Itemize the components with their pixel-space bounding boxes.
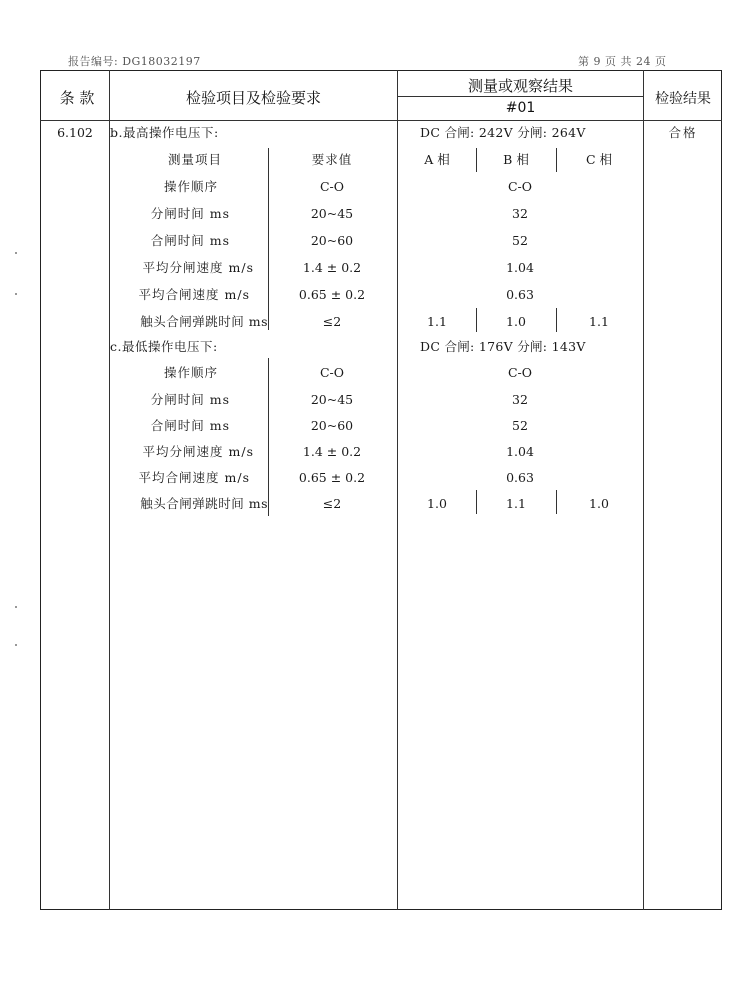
row-c-close-time-result: 52 [512,418,528,433]
row-b-bounce-item: 触头合闸弹跳时间 ms [140,314,268,329]
row-c-open-time-item: 分闸时间 ms [150,392,230,407]
header-bottom-line [40,120,722,121]
row-b-close-time-req: 20~60 [310,233,354,248]
scan-dot [15,252,17,254]
column-divider [643,70,644,910]
column-divider [397,70,398,910]
row-c-close-time-req: 20~60 [310,418,354,433]
scan-dot [15,293,17,295]
clause-number: 6.102 [57,125,93,140]
col-header-phase-a: A 相 [424,152,450,167]
header-clause: 条 款 [59,89,95,107]
section-c-voltage: DC 合闸: 176V 分闸: 143V [420,339,586,354]
row-c-sequence-item: 操作顺序 [163,365,218,380]
col-header-requirement: 要求值 [311,152,353,167]
row-b-bounce-req: ≤2 [322,314,342,329]
row-b-sequence-result: C-O [507,179,533,194]
row-b-sequence-item: 操作顺序 [163,179,218,194]
row-b-open-speed-req: 1.4 ± 0.2 [302,260,362,275]
row-c-bounce-phase-a: 1.0 [427,496,447,511]
row-b-close-time-result: 52 [512,233,528,248]
col-header-phase-c: C 相 [585,152,613,167]
row-b-close-speed-item: 平均合闸速度 m/s [138,287,250,302]
item-req-divider [268,148,269,330]
col-header-item: 测量项目 [167,152,222,167]
row-b-bounce-phase-a: 1.1 [427,314,447,329]
row-b-bounce-phase-c: 1.1 [589,314,609,329]
row-c-bounce-phase-c: 1.0 [589,496,609,511]
section-b-voltage: DC 合闸: 242V 分闸: 264V [420,125,586,140]
header-results: 测量或观察结果 [467,77,573,95]
report-number: 报告编号: DG18032197 [68,55,201,68]
scan-dot [15,606,17,608]
row-c-close-speed-result: 0.63 [506,470,534,485]
page-info: 第 9 页 共 24 页 [578,55,667,68]
row-b-sequence-req: C-O [319,179,345,194]
report-table-frame [40,70,722,910]
row-b-bounce-phase-b: 1.0 [506,314,526,329]
row-c-open-time-req: 20~45 [310,392,354,407]
row-b-open-speed-result: 1.04 [506,260,534,275]
row-b-open-time-item: 分闸时间 ms [150,206,230,221]
row-b-open-time-req: 20~45 [310,206,354,221]
scan-dot [15,644,17,646]
row-c-open-speed-req: 1.4 ± 0.2 [302,444,362,459]
section-c-title: c.最低操作电压下: [110,339,218,354]
column-divider [109,70,110,910]
item-req-divider [268,358,269,516]
row-c-sequence-req: C-O [319,365,345,380]
row-c-open-speed-result: 1.04 [506,444,534,459]
header-items: 检验项目及检验要求 [185,89,321,107]
row-c-open-time-result: 32 [512,392,528,407]
row-c-bounce-item: 触头合闸弹跳时间 ms [140,496,268,511]
header-subdivider [398,96,643,97]
row-c-sequence-result: C-O [507,365,533,380]
col-header-phase-b: B 相 [503,152,529,167]
section-b-title: b.最高操作电压下: [110,125,219,140]
conclusion-value: 合格 [668,125,698,140]
header-conclusion: 检验结果 [655,91,711,107]
row-c-bounce-phase-b: 1.1 [506,496,526,511]
header-sample-id: #01 [505,100,536,116]
row-c-close-speed-req: 0.65 ± 0.2 [298,470,366,485]
row-b-close-time-item: 合闸时间 ms [150,233,230,248]
row-c-close-time-item: 合闸时间 ms [150,418,230,433]
row-c-bounce-req: ≤2 [322,496,342,511]
row-c-open-speed-item: 平均分闸速度 m/s [142,444,254,459]
row-b-close-speed-req: 0.65 ± 0.2 [298,287,366,302]
row-c-close-speed-item: 平均合闸速度 m/s [138,470,250,485]
row-b-open-speed-item: 平均分闸速度 m/s [142,260,254,275]
row-b-open-time-result: 32 [512,206,528,221]
row-b-close-speed-result: 0.63 [506,287,534,302]
